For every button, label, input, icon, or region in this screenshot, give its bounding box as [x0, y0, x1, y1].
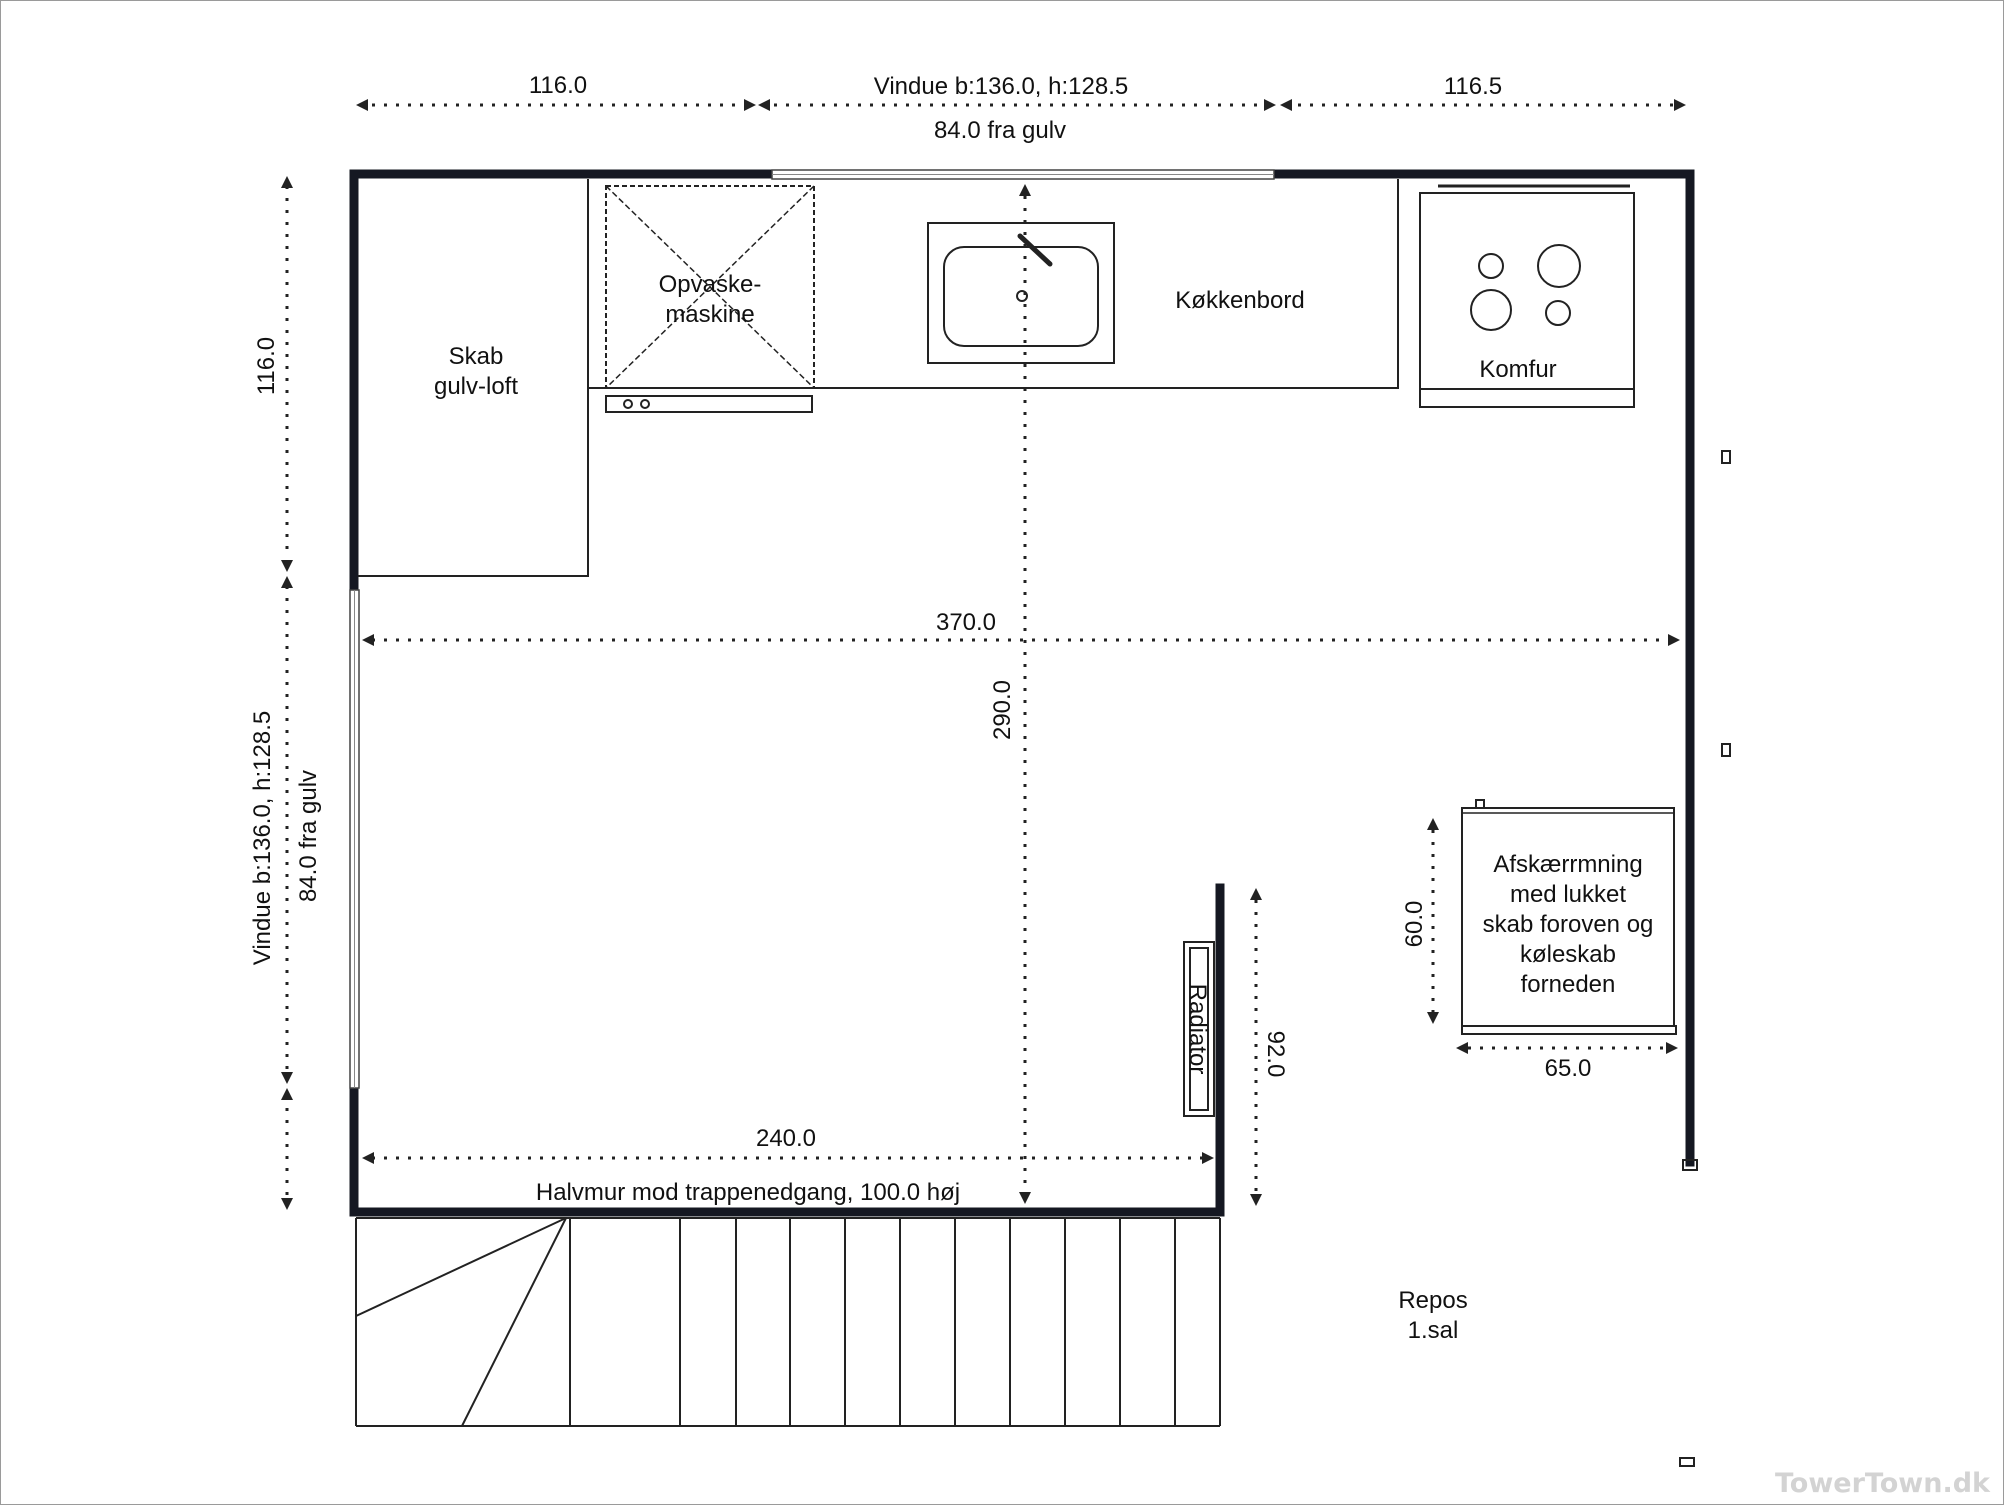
sink — [928, 223, 1114, 363]
window-left-label: Vindue b:136.0, h:128.5 — [249, 710, 276, 966]
fridge-label-4: køleskab — [1519, 941, 1617, 968]
radiator — [1184, 942, 1214, 1116]
fridge-label-1: Afskærrmning — [1493, 851, 1643, 878]
width-370-label: 370.0 — [935, 609, 997, 636]
dim-60-label: 60.0 — [1401, 900, 1428, 948]
burner-small-1 — [1479, 254, 1503, 278]
dim-92-label: 92.0 — [1262, 1030, 1289, 1078]
burner-small-2 — [1546, 301, 1570, 325]
dishwasher — [606, 186, 814, 412]
stove-label: Komfur — [1479, 356, 1557, 383]
dim-65-label: 65.0 — [1544, 1055, 1592, 1082]
height-290-label: 290.0 — [989, 679, 1016, 741]
stove — [1420, 186, 1634, 407]
dim-top-right-label: 116.5 — [1443, 73, 1503, 100]
landing-label-2: 1.sal — [1407, 1317, 1459, 1344]
dim-left-upper-label: 116.0 — [253, 336, 280, 396]
counter-label: Køkkenbord — [1175, 287, 1305, 314]
dim-240-label: 240.0 — [755, 1125, 817, 1152]
radiator-label: Radiator — [1184, 983, 1211, 1075]
cabinet-label-1: Skab — [448, 343, 504, 370]
fridge-label-5: forneden — [1520, 971, 1616, 998]
tall-cabinet — [358, 179, 588, 576]
watermark: TowerTown.dk — [1774, 1468, 1990, 1499]
staircase — [356, 1218, 1220, 1426]
halfwall-label: Halvmur mod trappenedgang, 100.0 høj — [535, 1179, 961, 1206]
window-left — [350, 590, 359, 1088]
window-top — [772, 170, 1274, 179]
burner-large-2 — [1471, 290, 1511, 330]
window-left-height-label: 84.0 fra gulv — [295, 769, 322, 903]
fridge-label-2: med lukket — [1509, 881, 1627, 908]
burner-large-1 — [1538, 245, 1580, 287]
dim-top-left-label: 116.0 — [528, 72, 588, 99]
window-top-label: Vindue b:136.0, h:128.5 — [873, 73, 1129, 100]
window-top-height-label: 84.0 fra gulv — [933, 117, 1067, 144]
fridge-unit — [1462, 800, 1676, 1034]
fridge-label-3: skab foroven og — [1482, 911, 1654, 938]
landing-label-1: Repos — [1398, 1287, 1468, 1314]
cabinet-label-2: gulv-loft — [433, 373, 519, 400]
dimension-lines — [281, 99, 1686, 1210]
dishwasher-label-1: Opvaske- — [658, 271, 762, 298]
dishwasher-label-2: maskine — [665, 301, 755, 328]
